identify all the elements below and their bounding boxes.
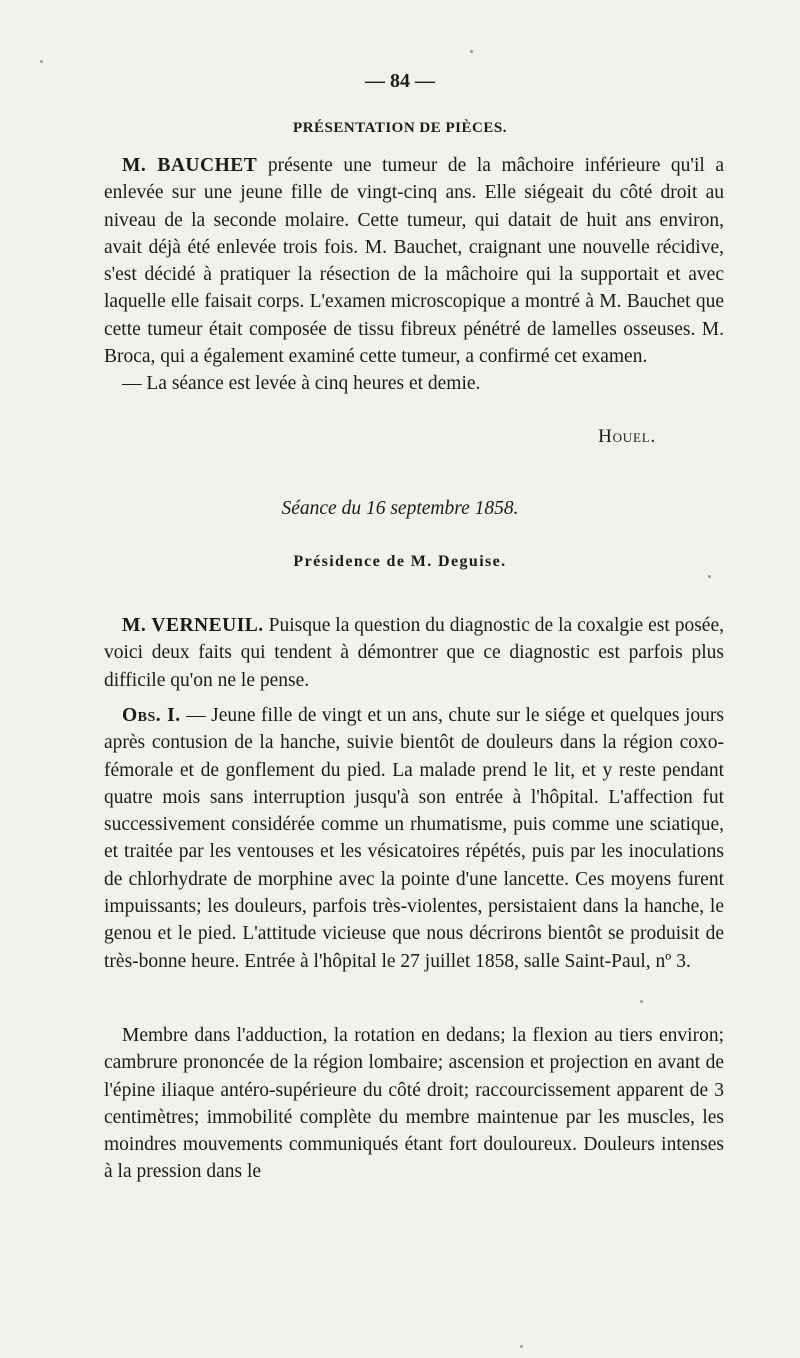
signature: Houel. (598, 426, 656, 447)
paper-speck (520, 1345, 523, 1348)
closing-line: — La séance est levée à cinq heures et demie. (122, 373, 481, 395)
presidence-heading: Présidence de M. Deguise. (293, 553, 507, 570)
observation-label: Obs. I. (122, 705, 181, 726)
paragraph-observation-1 (104, 702, 724, 975)
speaker-name: M. BAUCHET (122, 155, 258, 176)
paragraph-text: présente une tumeur de la mâchoire inférieure qu'il a enlevée sur une jeune fille de vingt-cinq ans. Elle siégeait du côté droit au niveau de la seconde molaire. Cette tumeur, qui datait de huit ans environ, avait déjà été enlevée trois fois. M. Bauchet, craignant une nouvelle récidive, s'est décidé à pratiquer la résection de la mâchoire qui la supportait et avec laquelle elle faisait corps. L'examen microscopique a montré à M. Bauchet que cette tumeur était composée de tissu fibreux pénétré de lamelles osseuses. M. Broca, qui a également examiné cette tumeur, a confirmé cet examen. (104, 155, 724, 368)
paper-speck (640, 1000, 643, 1003)
paragraph-text: — Jeune fille de vingt et un ans, chute sur le siége et quelques jours après contusion de la hanche, suivie bientôt de douleurs dans la région coxo-fémorale et de gonflement du pied. La malade prend le lit, et y reste pendant quatre mois sans interruption jusqu'à son entrée à l'hôpital. L'affection fut successivement considérée comme un rhumatisme, puis comme une sciatique, et traitée par les ventouses et les vésicatoires répétés, puis par les inoculations de chlorhydrate de morphine avec la pointe d'une lancette. Ces moyens furent impuissants; les douleurs, parfois très-violentes, persistaient dans la hanche, le genou et le pied. L'attitude vicieuse que nous décrirons bientôt se produisit de très-bonne heure. Entrée à l'hôpital le 27 juillet 1858, salle Saint-Paul, nº 3. (104, 705, 724, 972)
paragraph-text: Membre dans l'adduction, la rotation en dedans; la flexion au tiers environ; cambrure prononcée de la région lombaire; ascension et projection en avant de l'épine iliaque antéro-supérieure du côté droit; raccourcissement apparent de 3 centimètres; immobilité complète du membre maintenue par les muscles, les moindres mouvements communiqués étant fort douloureux. Douleurs intenses à la pression dans le (104, 1025, 724, 1183)
section-title: PRÉSENTATION DE PIÈCES. (293, 120, 507, 136)
page-number: — 84 — (365, 70, 435, 92)
paragraph-membre (104, 1022, 724, 1186)
paragraph-verneuil (104, 612, 724, 694)
paper-speck (470, 50, 473, 53)
paper-speck (40, 60, 43, 63)
seance-heading: Séance du 16 septembre 1858. (281, 498, 519, 519)
paragraph-bauchet (104, 152, 724, 398)
paper-speck (708, 575, 711, 578)
paragraph-text: Puisque la question du diagnostic de la coxalgie est posée, voici deux faits qui tendent à démontrer que ce diagnostic est parfois plus difficile qu'on ne le pense. (104, 615, 724, 691)
speaker-name: M. VERNEUIL. (122, 615, 264, 636)
